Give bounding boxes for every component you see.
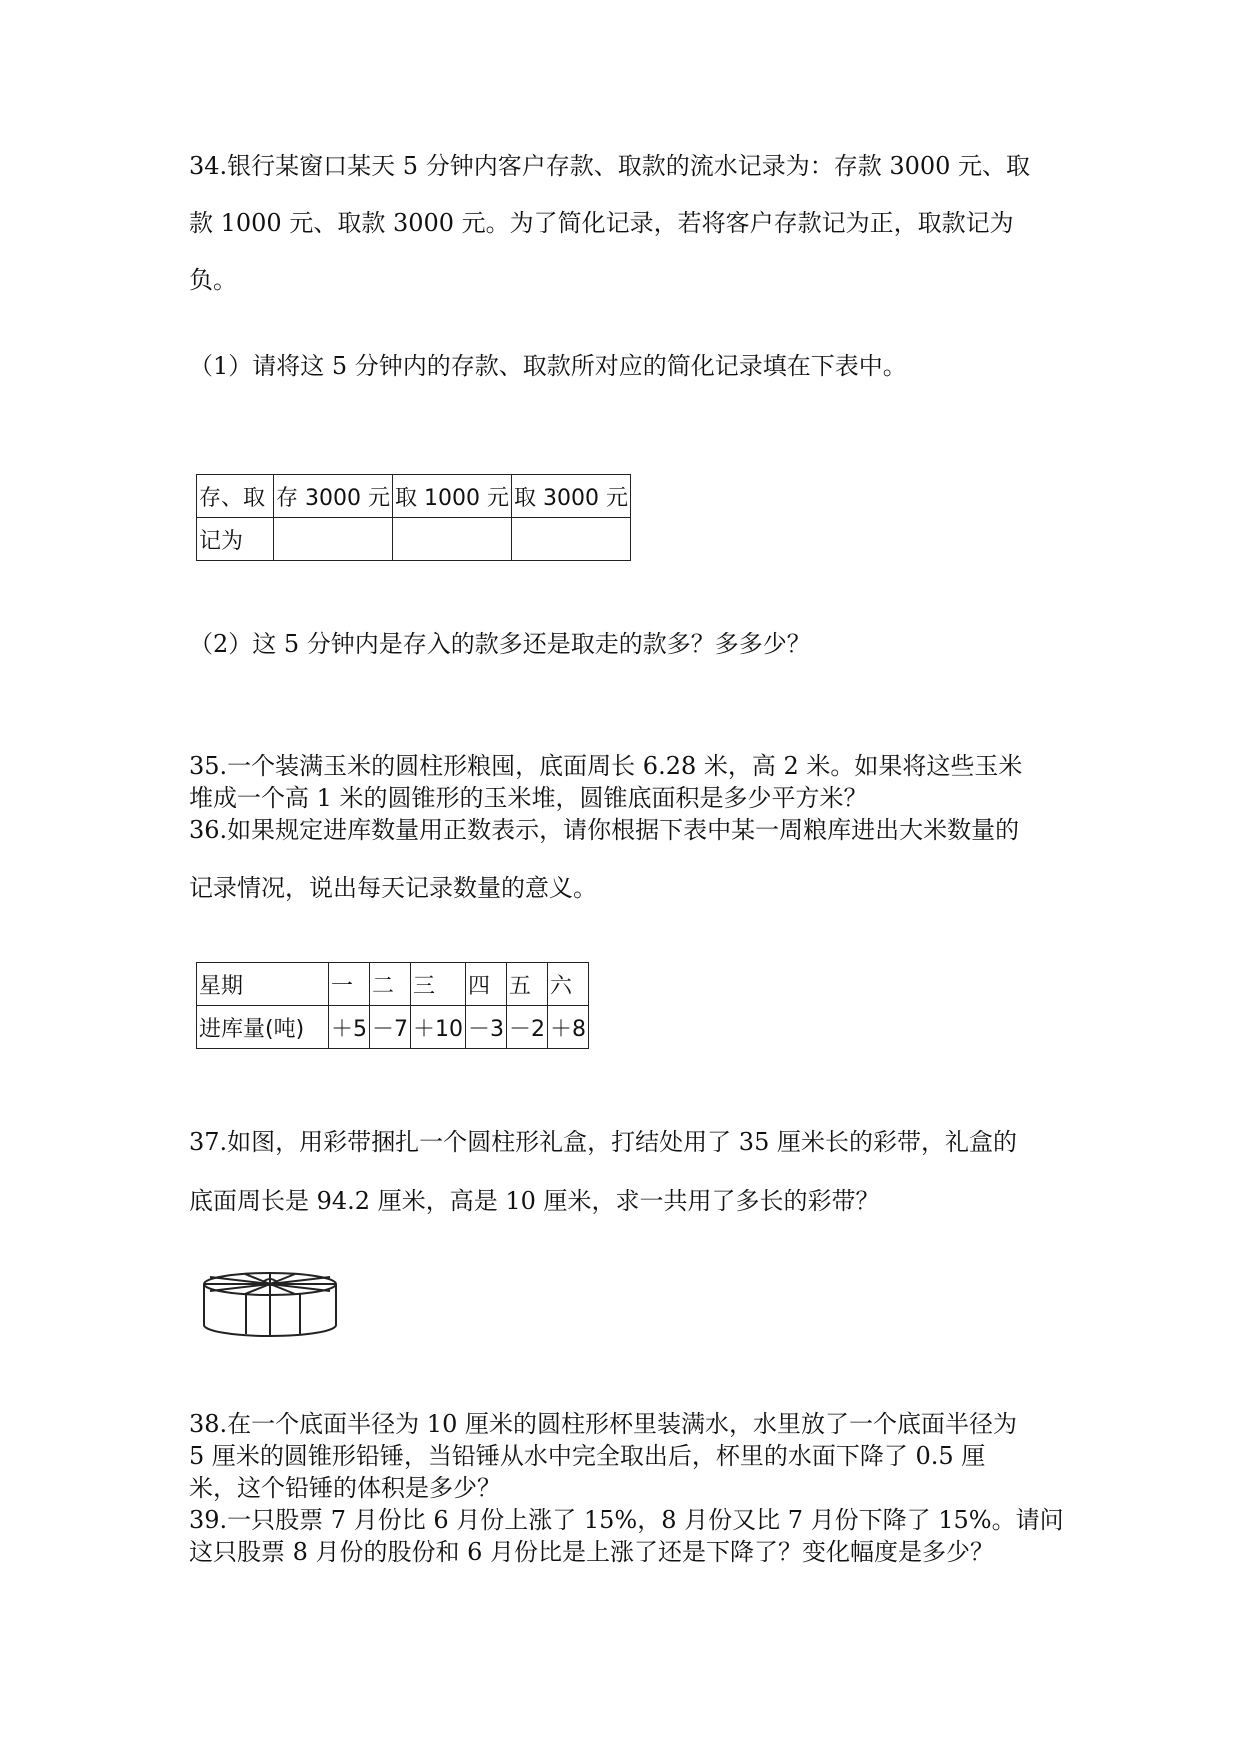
table-header-cell: 存 3000 元 [274, 475, 393, 518]
table-header-cell: 存、取 [197, 475, 274, 518]
table-header-cell: 四 [466, 963, 507, 1006]
q34-line-2: 款 1000 元、取款 3000 元。为了简化记录，若将客户存款记为正，取款记为 [189, 209, 1014, 237]
table-row-label: 记为 [197, 518, 274, 561]
table-cell: －2 [507, 1006, 548, 1049]
table-row [197, 518, 631, 561]
q37-line-2: 底面周长是 94.2 厘米，高是 10 厘米，求一共用了多长的彩带？ [189, 1187, 880, 1215]
table-header-cell: 三 [411, 963, 466, 1006]
q35-line-2: 堆成一个高 1 米的圆锥形的玉米堆，圆锥底面积是多少平方米？ [189, 784, 868, 812]
deposit-withdraw-table [196, 474, 631, 561]
q39-line-1: 39.一只股票 7 月份比 6 月份上涨了 15%，8 月份又比 7 月份下降了 15%。请问 [189, 1506, 1064, 1534]
q35-line-1: 35.一个装满玉米的圆柱形粮囤，底面周长 6.28 米，高 2 米。如果将这些玉米 [189, 752, 1023, 780]
q34-line-3: 负。 [189, 266, 237, 294]
table-cell: ＋8 [548, 1006, 589, 1049]
table-header-cell: 取 1000 元 [392, 475, 511, 518]
q38-line-2: 5 厘米的圆锥形铅锤，当铅锤从水中完全取出后，杯里的水面下降了 0.5 厘 [189, 1442, 986, 1470]
q34-part-2: （2）这 5 分钟内是存入的款多还是取走的款多？多多少？ [189, 630, 811, 658]
table-row-label: 进库量(吨) [197, 1006, 329, 1049]
grain-storage-table [196, 962, 589, 1049]
q34-part-1: （1）请将这 5 分钟内的存款、取款所对应的简化记录填在下表中。 [189, 352, 907, 380]
table-cell [392, 518, 511, 561]
table-header-cell: 二 [370, 963, 411, 1006]
q37-line-1: 37.如图，用彩带捆扎一个圆柱形礼盒，打结处用了 35 厘米长的彩带，礼盒的 [189, 1128, 1017, 1156]
table-row [197, 1006, 589, 1049]
table-row [197, 963, 589, 1006]
q36-line-1: 36.如果规定进库数量用正数表示，请你根据下表中某一周粮库进出大米数量的 [189, 816, 1020, 844]
q38-line-1: 38.在一个底面半径为 10 厘米的圆柱形杯里装满水，水里放了一个底面半径为 [189, 1410, 1017, 1438]
table-cell: －3 [466, 1006, 507, 1049]
table-header-cell: 取 3000 元 [511, 475, 630, 518]
q38-line-3: 米，这个铅锤的体积是多少？ [189, 1474, 501, 1502]
table-row [197, 475, 631, 518]
q39-line-2: 这只股票 8 月份的股份和 6 月份比是上涨了还是下降了？变化幅度是多少？ [189, 1538, 995, 1566]
gift-box-cylinder-figure [200, 1270, 340, 1342]
table-header-cell: 六 [548, 963, 589, 1006]
table-cell [511, 518, 630, 561]
table-cell: ＋5 [329, 1006, 370, 1049]
table-header-cell: 星期 [197, 963, 329, 1006]
q36-line-2: 记录情况，说出每天记录数量的意义。 [189, 874, 597, 902]
table-cell: ＋10 [411, 1006, 466, 1049]
q34-line-1: 34.银行某窗口某天 5 分钟内客户存款、取款的流水记录为：存款 3000 元、取 [189, 152, 1031, 180]
table-header-cell: 五 [507, 963, 548, 1006]
table-cell [274, 518, 393, 561]
table-cell: －7 [370, 1006, 411, 1049]
table-header-cell: 一 [329, 963, 370, 1006]
